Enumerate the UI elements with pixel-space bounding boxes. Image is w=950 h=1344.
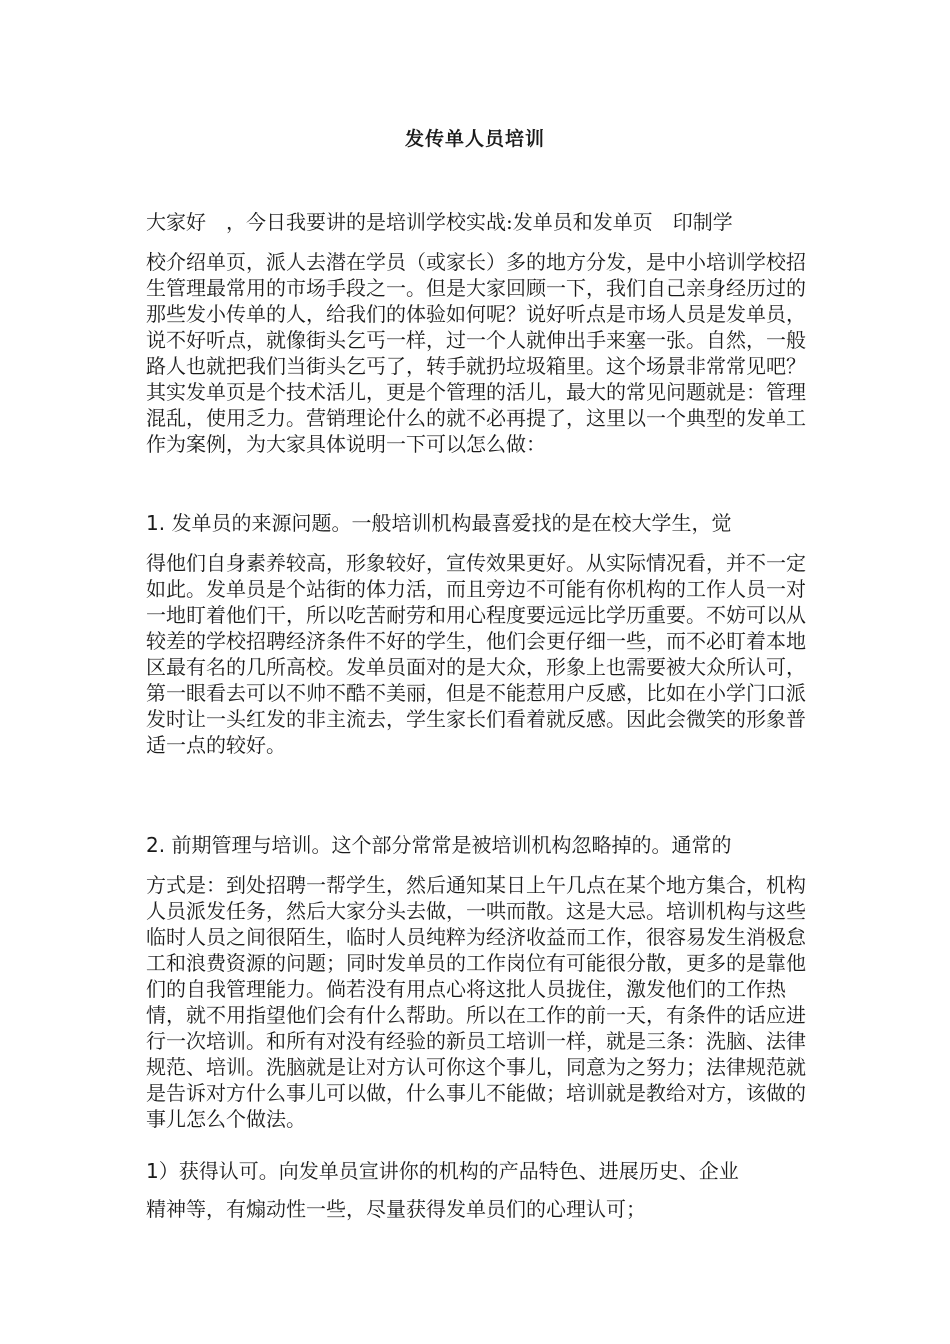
document-title: 发传单人员培训 <box>404 128 545 150</box>
section-1-number: 1. <box>146 511 166 535</box>
subsection-1-lead-line <box>146 1158 806 1184</box>
section-2-lead-text: 前期管理与培训。这个部分常常是被培训机构忽略掉的。通常的 <box>171 833 732 857</box>
section-2-lead-line <box>146 832 806 858</box>
intro-paragraph: 校介绍单页，派人去潜在学员（或家长）多的地方分发，是中小培训学校招生管理最常用的市场手段之一。但是大家回顾一下，我们自己亲身经历过的那些发小传单的人，给我们的体验如何呢？说好听点是市场人员是发单员，说不好听点，就像街头乞丐一样，过一个人就伸出手来塞一张。自然，一般路人也就把我们当街头乞丐了，转手就扔垃圾箱里。这个场景非常常见吧？其实发单页是个技术活儿，更是个管理的活儿，最大的常见问题就是：管理混乱，使用乏力。营销理论什么的就不必再提了，这里以一个典型的发单工作为案例，为大家具体说明一下可以怎么做： <box>146 250 806 456</box>
subsection-1-paragraph: 精神等，有煽动性一些，尽量获得发单员们的心理认可； <box>146 1197 646 1221</box>
subsection-1-number: 1） <box>146 1159 179 1183</box>
section-1-paragraph: 得他们自身素养较高，形象较好，宣传效果更好。从实际情况看，并不一定如此。发单员是个站街的体力活，而且旁边不可能有你机构的工作人员一对一地盯着他们干，所以吃苦耐劳和用心程度要远远比学历重要。不妨可以从较差的学校招聘经济条件不好的学生，他们会更仔细一些，而不必盯着本地区最有名的几所高校。发单员面对的是大众，形象上也需要被大众所认可，第一眼看去可以不帅不酷不美丽，但是不能惹用户反感，比如在小学门口派发时让一头红发的非主流去，学生家长们看着就反感。因此会微笑的形象普适一点的较好。 <box>146 551 806 757</box>
subsection-1-lead-text: 获得认可。向发单员宣讲你的机构的产品特色、进展历史、企业 <box>178 1159 739 1183</box>
section-1-lead-text: 发单员的来源问题。一般培训机构最喜爱找的是在校大学生，觉 <box>171 511 732 535</box>
section-2-number: 2. <box>146 833 166 857</box>
intro-lead-line: 大家好 ，今日我要讲的是培训学校实战:发单员和发单页 印制学 <box>146 210 733 234</box>
section-2-paragraph: 方式是：到处招聘一帮学生，然后通知某日上午几点在某个地方集合，机构人员派发任务，然后大家分头去做，一哄而散。这是大忌。培训机构与这些临时人员之间很陌生，临时人员纯粹为经济收益而工作，很容易发生消极怠工和浪费资源的问题；同时发单员的工作岗位有可能很分散，更多的是靠他们的自我管理能力。倘若没有用点心将这批人员拢住，激发他们的工作热情，就不用指望他们会有什么帮助。所以在工作的前一天，有条件的话应进行一次培训。和所有对没有经验的新员工培训一样，就是三条：洗脑、法律规范、培训。洗脑就是让对方认可你这个事儿，同意为之努力；法律规范就是告诉对方什么事儿可以做，什么事儿不能做；培训就是教给对方，该做的事儿怎么个做法。 <box>146 873 806 1131</box>
section-1-lead-line <box>146 510 806 536</box>
